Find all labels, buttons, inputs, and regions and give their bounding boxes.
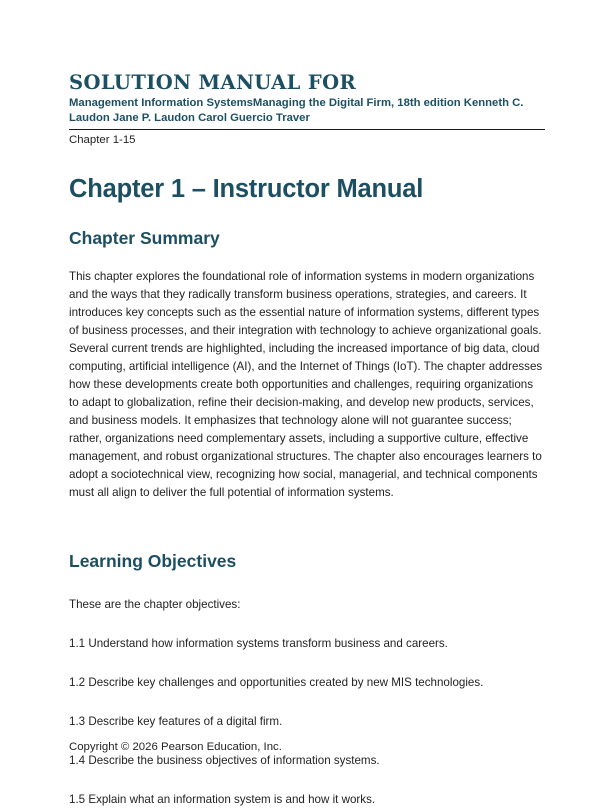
running-head: Chapter 1-15 [69,133,136,146]
list-item: 1.1 Understand how information systems transform business and careers. [69,637,448,651]
header-divider [69,129,545,130]
solution-manual-stamp: SOLUTION MANUAL FOR [69,71,357,94]
page-content [69,0,545,809]
list-item: 1.3 Describe key features of a digital firm. [69,715,283,729]
book-subtitle: Management Information SystemsManaging the Digital Firm, 18th edition Kenneth C. Laudon Jane P. Laudon Carol Guercio Traver [69,96,524,124]
chapter-summary-heading: Chapter Summary [69,228,220,249]
document-header [69,0,545,148]
document-footer [69,740,545,755]
list-item: 1.4 Describe the business objectives of information systems. [69,754,380,768]
page-title: Chapter 1 – Instructor Manual [69,174,424,203]
copyright-notice: Copyright © 2026 Pearson Education, Inc. [69,741,282,753]
list-item: 1.2 Describe key challenges and opportunities created by new MIS technologies. [69,676,484,690]
list-item: 1.5 Explain what an information system is and how it works. [69,793,376,807]
learning-objectives-list [69,635,545,809]
learning-objectives-heading: Learning Objectives [69,551,237,572]
chapter-summary-paragraph: This chapter explores the foundational role of information systems in modern organizations and the ways that they radically transform business operations, strategies, and careers. It introduces key concepts such as the essential nature of information systems, different types of business processes, and their integration with technology to achieve organizational goals. Several current trends are highlighted, including the increased importance of big data, cloud computing, artificial intelligence (AI), and the Internet of Things (IoT). The chapter addresses how these developments create both opportunities and challenges, requiring organizations to adapt to globalization, refine their decision-making, and develop new products, services, and business models. It emphasizes that technology alone will not guarantee success; rather, organizations need complementary assets, including a supportive culture, effective management, and robust organizational structures. The chapter also encourages learners to adopt a sociotechnical view, recognizing how social, managerial, and technical components must all align to deliver the full potential of information systems. [69,270,543,500]
objectives-lead-in: These are the chapter objectives: [69,598,241,612]
